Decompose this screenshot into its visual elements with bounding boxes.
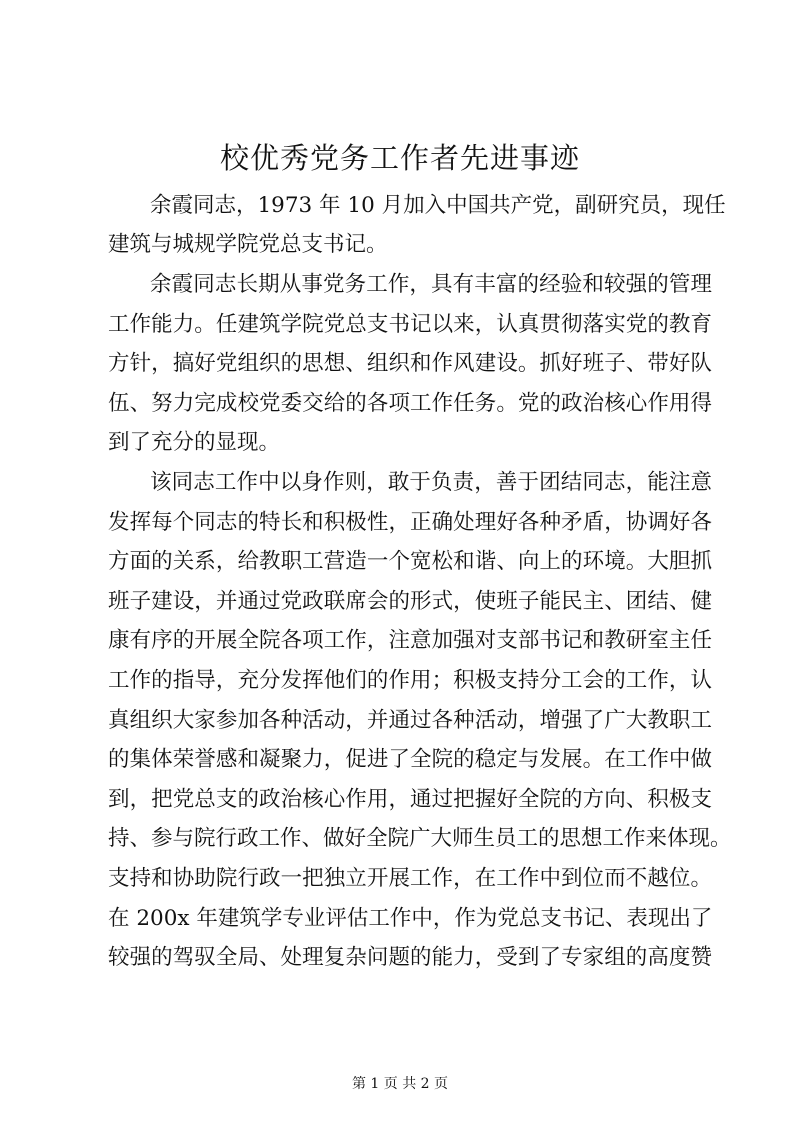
paragraph-2-line-3: 方针，搞好党组织的思想、组织和作风建设。抓好班子、带好队 <box>108 351 712 376</box>
paragraph-1-line-2: 建筑与城规学院党总支书记。 <box>108 232 388 257</box>
paragraph-2-line-5: 到了充分的显现。 <box>108 430 281 455</box>
paragraph-3-line-10: 持、参与院行政工作、做好全院广大师生员工的思想工作来体现。 <box>108 826 732 851</box>
paragraph-3-line-13: 较强的驾驭全局、处理复杂问题的能力，受到了专家组的高度赞 <box>108 945 712 970</box>
paragraph-3-line-4: 班子建设，并通过党政联席会的形式，使班子能民主、团结、健 <box>108 589 712 614</box>
paragraph-2-line-1: 余霞同志长期从事党务工作，具有丰富的经验和较强的管理 <box>150 272 712 297</box>
paragraph-2-line-4: 伍、努力完成校党委交给的各项工作任务。党的政治核心作用得 <box>108 391 712 416</box>
paragraph-1-line-1: 余霞同志，1973 年 10 月加入中国共产党，副研究员，现任 <box>150 193 726 218</box>
paragraph-3-line-9: 到，把党总支的政治核心作用，通过把握好全院的方向、积极支 <box>108 787 712 812</box>
paragraph-3-line-2: 发挥每个同志的特长和积极性，正确处理好各种矛盾，协调好各 <box>108 510 712 535</box>
paragraph-2-line-2: 工作能力。任建筑学院党总支书记以来，认真贯彻落实党的教育 <box>108 312 712 337</box>
paragraph-3-line-1: 该同志工作中以身作则，敢于负责，善于团结同志，能注意 <box>150 470 712 495</box>
paragraph-3-line-3: 方面的关系，给教职工营造一个宽松和谐、向上的环境。大胆抓 <box>108 549 712 574</box>
paragraph-3-line-11: 支持和协助院行政一把独立开展工作，在工作中到位而不越位。 <box>108 866 712 891</box>
paragraph-3-line-12: 在 200x 年建筑学专业评估工作中，作为党总支书记、表现出了 <box>108 906 713 931</box>
paragraph-3-line-8: 的集体荣誉感和凝聚力，促进了全院的稳定与发展。在工作中做 <box>108 747 712 772</box>
paragraph-3-line-6: 工作的指导，充分发挥他们的作用；积极支持分工会的工作，认 <box>108 668 712 693</box>
paragraph-3-line-5: 康有序的开展全院各项工作，注意加强对支部书记和教研室主任 <box>108 628 712 653</box>
document-title: 校优秀党务工作者先进事迹 <box>219 141 580 175</box>
paragraph-3-line-7: 真组织大家参加各种活动，并通过各种活动，增强了广大教职工 <box>108 708 712 733</box>
page-footer: 第 1 页 共 2 页 <box>351 1076 449 1092</box>
